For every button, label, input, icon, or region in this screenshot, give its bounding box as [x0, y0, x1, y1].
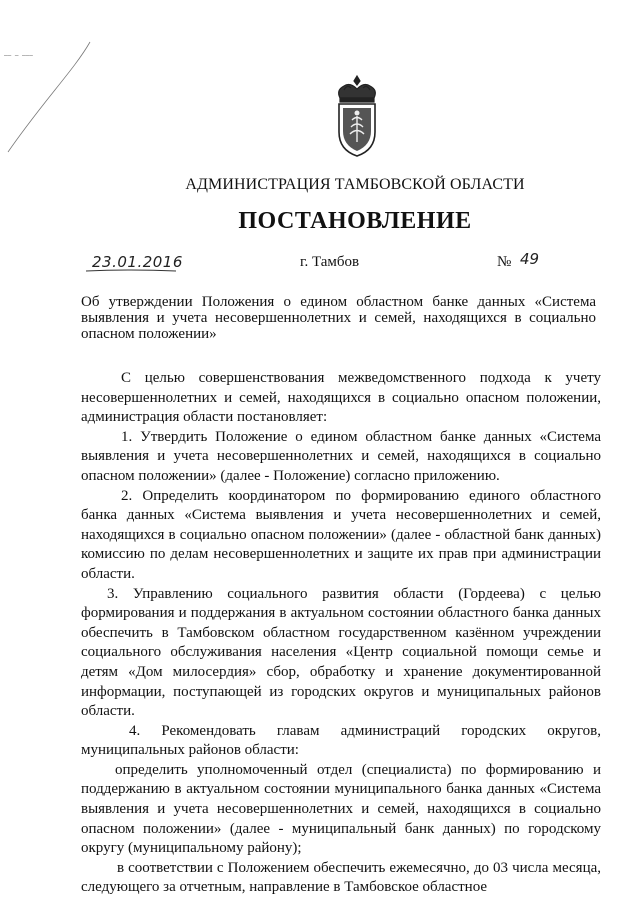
- paragraph-item-1: 1. Утвердить Положение о едином областном банке данных «Система выявления и учета несовершеннолетних и семей, находящихся в социально опасном положении» (далее - Положение) согласно приложению.: [81, 428, 601, 484]
- document-number: 49: [520, 250, 540, 268]
- document-city: г. Тамбов: [300, 254, 360, 270]
- margin-note: —— — ———: [4, 52, 33, 59]
- paragraph-item-4-sub-1: определить уполномоченный отдел (специалиста) по формированию и поддержанию в актуальном состоянии муниципального банка данных «Система выявления и учета несовершеннолетних и семей, находящихся в социально опасном положении» (далее - муниципальный банк данных) по городскому округу (муниципальному району);: [81, 761, 601, 857]
- date-underline: [86, 268, 176, 274]
- organization-name: АДМИНИСТРАЦИЯ ТАМБОВСКОЙ ОБЛАСТИ: [185, 176, 525, 193]
- paragraph-item-4: 4. Рекомендовать главам администраций городских округов, муниципальных районов области:: [81, 722, 601, 759]
- paragraph-item-2: 2. Определить координатором по формированию единого областного банка данных «Система выявления и учета несовершеннолетних и семей, находящихся в социально опасном положении» (далее - областной банк данных) комиссию по делам несовершеннолетних и защите их прав при администрации области.: [81, 487, 601, 582]
- document-body: [81, 369, 601, 898]
- document-type-title: ПОСТАНОВЛЕНИЕ: [238, 208, 472, 234]
- coat-of-arms-icon: [330, 72, 384, 162]
- document-date: 23.01.2016: [92, 253, 183, 271]
- paragraph-preamble: С целью совершенствования межведомственного подхода к учету несовершеннолетних и семей, находящихся в социально опасном положении, администрация области постановляет:: [81, 370, 601, 426]
- document-subject: Об утверждении Положения о едином областном банке данных «Система выявления и учета несовершеннолетних и семей, находящихся в социально опасном положении»: [81, 294, 596, 342]
- paragraph-item-3: 3. Управлению социального развития области (Гордеева) с целью формирования и поддержания в актуальном состоянии областного банка данных обеспечить в Тамбовском областном государственном казённом учреждении социального обслуживания населения «Центр социальной помощи семье и детям «Дом милосердия» сбор, обработку и хранение документированной информации, поступающей из городских округов и муниципальных районов области.: [81, 585, 601, 720]
- paragraph-item-4-sub-2: в соответствии с Положением обеспечить ежемесячно, до 03 числа месяца, следующего за отчетным, направление в Тамбовское областное: [81, 859, 601, 896]
- document-number-label: №: [497, 254, 512, 270]
